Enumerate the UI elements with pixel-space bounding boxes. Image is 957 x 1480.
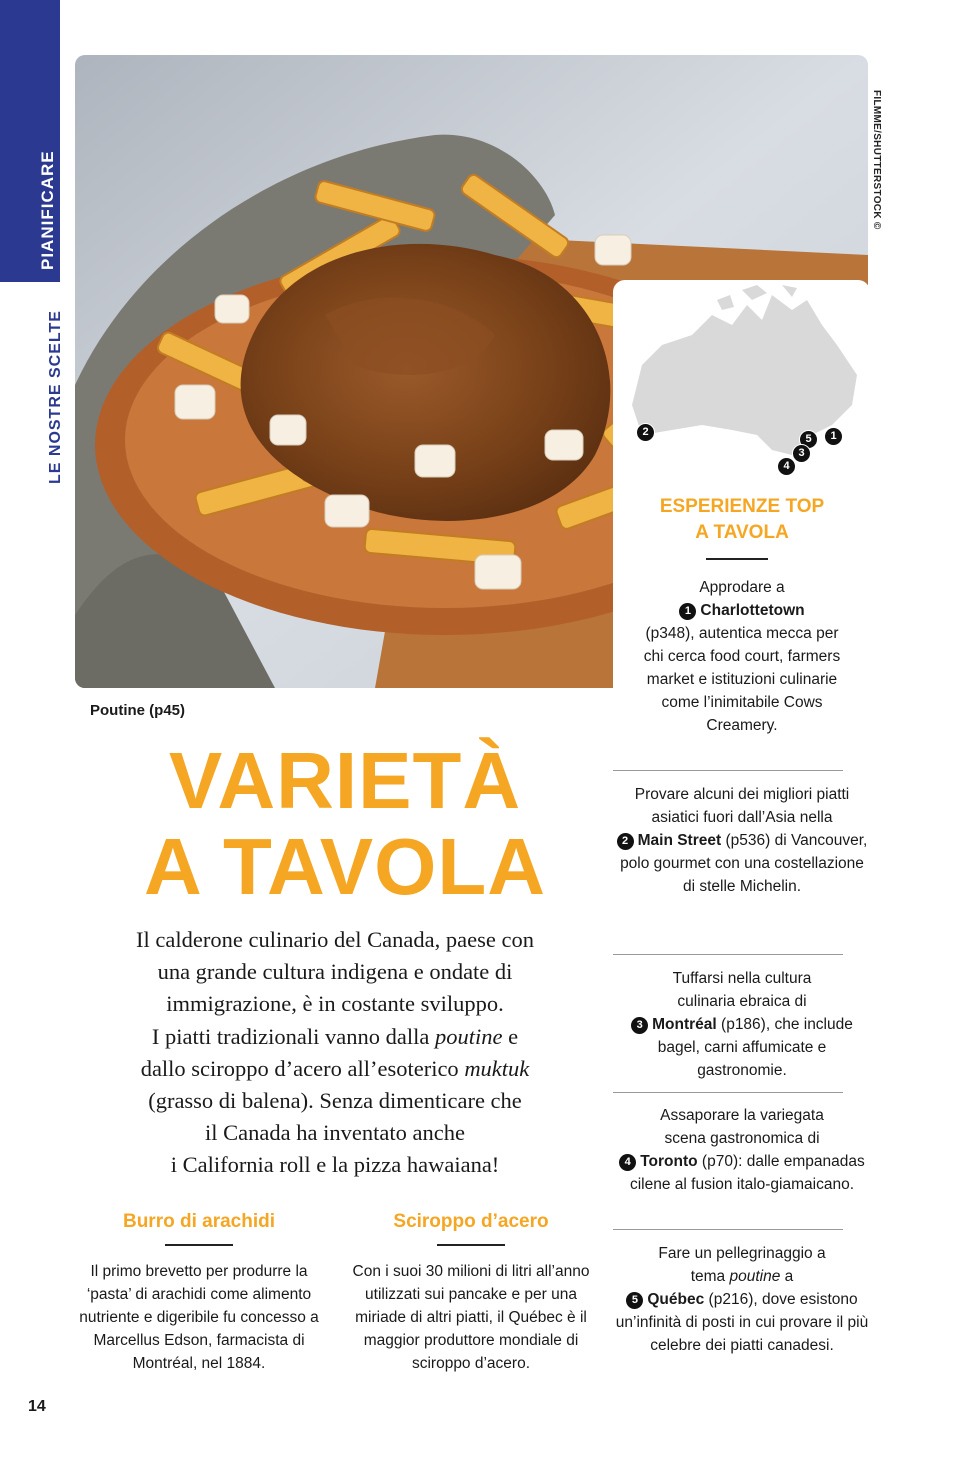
intro-paragraph — [75, 924, 595, 1182]
separator — [613, 954, 843, 955]
number-badge: 2 — [617, 833, 634, 850]
intro-line: il Canada ha inventato anche — [205, 1120, 465, 1146]
experience-item: Assaporare la variegata scena gastronomica di 4 Toronto (p70): dalle empanadas cilene al fusion italo-giamaicano. — [613, 1104, 871, 1196]
divider — [706, 558, 768, 560]
place-name: Toronto — [640, 1153, 698, 1170]
place-name: Charlottetown — [700, 602, 805, 619]
experience-item: Tuffarsi nella cultura culinaria ebraica di 3 Montréal (p186), che include bagel, carni affumicate e gastronomie. — [613, 967, 871, 1082]
place-name: Québec — [647, 1291, 705, 1308]
experience-item: Provare alcuni dei migliori piatti asiatici fuori dall’Asia nella 2 Main Street (p536) di Vancouver, polo gourmet con una costellazione di stelle Michelin. — [613, 783, 871, 898]
separator — [613, 1092, 843, 1093]
peanut-butter-box — [74, 1208, 324, 1375]
map-marker-4: 4 — [777, 457, 796, 476]
place-name: Main Street — [637, 832, 722, 849]
page-number: 14 — [28, 1398, 46, 1415]
number-badge: 1 — [679, 603, 696, 620]
map-marker-2: 2 — [636, 423, 655, 442]
canada-map — [622, 285, 862, 475]
intro-line: immigrazione, è in costante sviluppo. — [166, 991, 504, 1017]
box-text: Con i suoi 30 milioni di litri all’anno utilizzati sui pancake e per una miriade di altri piatti, il Québec è il maggior produttore mondiale di sciroppo d’acero. — [352, 1263, 590, 1372]
number-badge: 3 — [631, 1017, 648, 1034]
divider — [165, 1244, 233, 1246]
maple-syrup-box — [346, 1208, 596, 1375]
number-badge: 4 — [619, 1154, 636, 1171]
panel-title-line: ESPERIENZE TOP — [659, 496, 825, 517]
intro-line: dallo sciroppo d’acero all’esoterico muktuk — [140, 1055, 530, 1081]
box-text: Il primo brevetto per produrre la ‘pasta’ di arachidi come alimento nutriente e digeribile fu concesso a Marcellus Edson, farmacista di Montréal, nel 1884. — [79, 1263, 319, 1372]
intro-line: I piatti tradizionali vanno dalla poutine e — [151, 1023, 519, 1049]
box-title: Burro di arachidi — [122, 1211, 276, 1232]
experience-item: Approdare a 1 Charlottetown (p348), autentica mecca per chi cerca food court, farmers market e istituzioni culinarie come l’inimitabile Cows Creamery. — [643, 579, 841, 734]
photo-credit: FILMME/SHUTTERSTOCK © — [871, 90, 882, 230]
experience-item: Fare un pellegrinaggio a tema poutine a 5 Québec (p216), dove esistono un’infinità di posti in cui provare il più celebre dei piatti canadesi. — [615, 1245, 869, 1354]
map-marker-5: 5 — [799, 430, 818, 449]
panel-title-line: A TAVOLA — [695, 522, 789, 543]
intro-line: i California roll e la pizza hawaiana! — [170, 1152, 500, 1178]
separator — [613, 1229, 843, 1230]
page-title — [80, 738, 610, 910]
intro-line: una grande cultura indigena e ondate di — [157, 959, 513, 985]
place-name: Montréal — [652, 1016, 717, 1033]
subsection-label: LE NOSTRE SCELTE — [47, 310, 64, 484]
intro-line: Il calderone culinario del Canada, paese con — [136, 927, 534, 952]
section-label: PIANIFICARE — [38, 150, 57, 270]
separator — [613, 770, 843, 771]
photo-caption: Poutine (p45) — [90, 702, 186, 719]
map-marker-3: 3 — [792, 444, 811, 463]
title-line-2: A TAVOLA — [143, 822, 547, 911]
title-line-1: VARIETÀ — [168, 736, 522, 825]
panel-title — [618, 494, 866, 546]
map-marker-1: 1 — [824, 427, 843, 446]
box-title: Sciroppo d’acero — [393, 1211, 549, 1232]
number-badge: 5 — [626, 1292, 643, 1309]
intro-line: (grasso di balena). Senza dimenticare che — [148, 1088, 522, 1114]
divider — [437, 1244, 505, 1246]
